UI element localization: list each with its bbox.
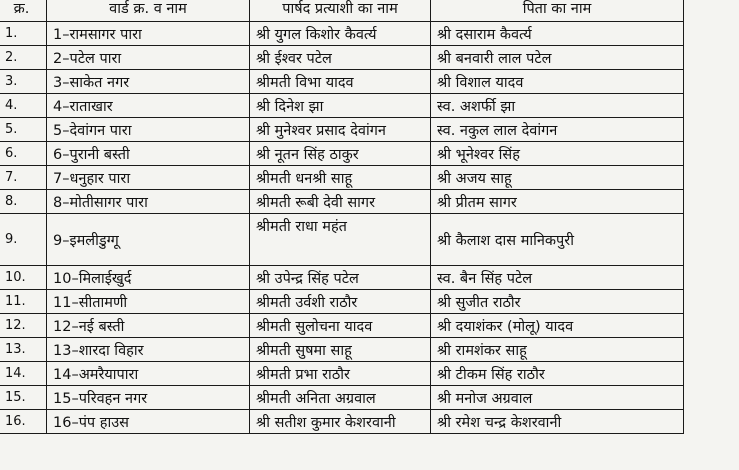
ward-cell: 6–पुरानी बस्ती [47, 142, 250, 166]
ward-cell: 3–साकेत नगर [47, 70, 250, 94]
serial-cell: 14. [0, 362, 47, 386]
serial-cell: 1. [0, 22, 47, 46]
ward-cell: 5–देवांगन पारा [47, 118, 250, 142]
table-row [0, 266, 684, 290]
table-row [0, 290, 684, 314]
ward-cell: 12–नई बस्ती [47, 314, 250, 338]
candidate-cell: श्री नूतन सिंह ठाकुर [250, 142, 431, 166]
serial-cell: 3. [0, 70, 47, 94]
serial-cell: 10. [0, 266, 47, 290]
table-row [0, 22, 684, 46]
table-row [0, 362, 684, 386]
father-cell: स्व. अशर्फी झा [431, 94, 684, 118]
table-row [0, 338, 684, 362]
father-cell: श्री कैलाश दास मानिकपुरी [431, 214, 684, 266]
father-cell: स्व. बैन सिंह पटेल [431, 266, 684, 290]
father-cell: श्री बनवारी लाल पटेल [431, 46, 684, 70]
candidate-cell: श्री सतीश कुमार केशरवानी [250, 410, 431, 434]
serial-cell: 15. [0, 386, 47, 410]
header-serial: क्र. [0, 0, 47, 22]
serial-cell: 9. [0, 214, 47, 266]
ward-cell: 4–राताखार [47, 94, 250, 118]
father-cell: श्री दयाशंकर (मोलू) यादव [431, 314, 684, 338]
candidate-cell: श्रीमती अनिता अग्रवाल [250, 386, 431, 410]
father-cell: स्व. नकुल लाल देवांगन [431, 118, 684, 142]
table-row [0, 386, 684, 410]
table-row [0, 190, 684, 214]
candidate-cell: श्रीमती उर्वशी राठौर [250, 290, 431, 314]
father-cell: श्री अजय साहू [431, 166, 684, 190]
ward-cell: 2–पटेल पारा [47, 46, 250, 70]
father-cell: श्री दसाराम कैवर्त्य [431, 22, 684, 46]
header-father: पिता का नाम [431, 0, 684, 22]
candidate-cell: श्री उपेन्द्र सिंह पटेल [250, 266, 431, 290]
ward-cell: 16–पंप हाउस [47, 410, 250, 434]
serial-cell: 16. [0, 410, 47, 434]
father-cell: श्री प्रीतम सागर [431, 190, 684, 214]
serial-cell: 5. [0, 118, 47, 142]
header-ward: वार्ड क्र. व नाम [47, 0, 250, 22]
ward-cell: 10–मिलाईखुर्द [47, 266, 250, 290]
ward-cell: 9–इमलीडुग्गू [47, 214, 250, 266]
table-row [0, 46, 684, 70]
table-row [0, 214, 684, 266]
serial-cell: 11. [0, 290, 47, 314]
candidate-cell: श्रीमती प्रभा राठौर [250, 362, 431, 386]
table-row [0, 118, 684, 142]
father-cell: श्री रामशंकर साहू [431, 338, 684, 362]
table-row [0, 94, 684, 118]
father-cell: श्री मनोज अग्रवाल [431, 386, 684, 410]
table-row [0, 166, 684, 190]
father-cell: श्री भूनेश्वर सिंह [431, 142, 684, 166]
serial-cell: 6. [0, 142, 47, 166]
candidate-cell: श्रीमती सुषमा साहू [250, 338, 431, 362]
serial-cell: 2. [0, 46, 47, 70]
candidate-cell: श्रीमती विभा यादव [250, 70, 431, 94]
ward-cell: 1–रामसागर पारा [47, 22, 250, 46]
table-row [0, 314, 684, 338]
candidate-cell: श्री दिनेश झा [250, 94, 431, 118]
serial-cell: 8. [0, 190, 47, 214]
candidate-cell: श्रीमती धनश्री साहू [250, 166, 431, 190]
serial-cell: 13. [0, 338, 47, 362]
serial-cell: 12. [0, 314, 47, 338]
candidate-cell: श्रीमती रूबी देवी सागर [250, 190, 431, 214]
father-cell: श्री टीकम सिंह राठौर [431, 362, 684, 386]
header-row [0, 0, 684, 22]
candidate-cell: श्रीमती सुलोचना यादव [250, 314, 431, 338]
table-row [0, 70, 684, 94]
ward-cell: 15–परिवहन नगर [47, 386, 250, 410]
candidate-cell: श्री ईश्वर पटेल [250, 46, 431, 70]
father-cell: श्री विशाल यादव [431, 70, 684, 94]
father-cell: श्री रमेश चन्द्र केशरवानी [431, 410, 684, 434]
ward-cell: 13–शारदा विहार [47, 338, 250, 362]
table-row [0, 410, 684, 434]
ward-cell: 8–मोतीसागर पारा [47, 190, 250, 214]
ward-cell: 7–धनुहार पारा [47, 166, 250, 190]
candidate-cell: श्री मुनेश्वर प्रसाद देवांगन [250, 118, 431, 142]
candidate-cell: श्रीमती राधा महंत [250, 214, 431, 266]
father-cell: श्री सुजीत राठौर [431, 290, 684, 314]
table-row [0, 142, 684, 166]
ward-cell: 11–सीतामणी [47, 290, 250, 314]
ward-cell: 14–अमरैयापारा [47, 362, 250, 386]
serial-cell: 4. [0, 94, 47, 118]
header-candidate: पार्षद प्रत्याशी का नाम [250, 0, 431, 22]
candidate-cell: श्री युगल किशोर कैवर्त्य [250, 22, 431, 46]
serial-cell: 7. [0, 166, 47, 190]
